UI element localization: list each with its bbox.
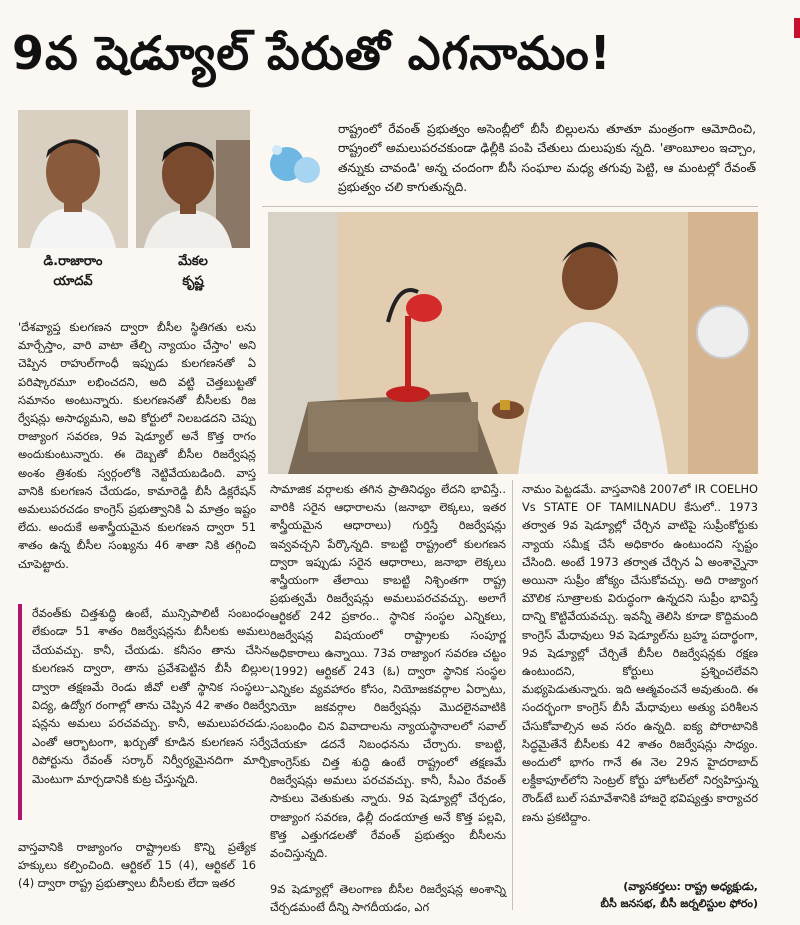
byline	[538, 878, 758, 912]
left-column	[18, 318, 256, 581]
middle-column: సామాజిక వర్గాలకు తగిన ప్రాతినిధ్యం లేదని భావిస్తే.. వారికి సరైన ఆధారాలను (జనాభా లెక్కలు, ఇతర శాస్త్రీయమైన ఆధారాలు) గుర్తిస్తే రిజర్వేషన్లు ఇవ్వవచ్చని పేర్కొన్నది. కాబట్టి రాష్ట్రంలో కులగణన ద్వారా ఇప్పుడు సరైన ఆధారాలు, జనాభా లెక్కలు శాస్త్రీయంగా తేలాయి కాబట్టి నిశ్చింతగా రాష్ట్ర ప్రభుత్వమే రిజర్వేషన్లు అమలుపరచవచ్చు. అలాగే ఆర్టికల్ 242 ప్రకారం.. స్థానిక సంస్థల ఎన్నికలు, రిజర్వేషన్ల విషయంలో రాష్ట్రాలకు సంపూర్ణ అధికారాలు ఉన్నాయి. 73వ రాజ్యాంగ సవరణ చట్టం (1992) ఆర్టికల్ 243 (ఓ) ద్వారా స్థానిక సంస్థల ఎన్నికల వ్యవహారం కోసం, నియోజకవర్గాల ఏర్పాటు, నియో జకవర్గాల రిజర్వేషన్లు మొదలైనవాటికి సంబంధిం చిన వివాదాలను న్యాయస్థానాలలో సవాల్ చేయకూ డదనే నిబంధనను చేర్చారు. కాబట్టి, కాంగ్రెస్‌కు చిత్త శుద్ధి ఉంటే రాష్ట్రంలో తక్షణమే రిజర్వేషన్లు అమలు పరచవచ్చు. కానీ, సీఎం రేవంత్ సాకులు వెతుకుతు న్నారు. 9వ షెడ్యూల్లో చేర్చడం, రాజ్యాంగ సవరణ, ఢిల్లీ దండయాత్ర అనే కొత్త పల్లవి, కొత్త ఎత్తుగడలతో రేవంత్ ప్రభుత్వం బీసీలను వంచిస్తున్నది.	[270, 482, 506, 861]
portrait-krishna-image	[136, 110, 250, 248]
caption-rajaram-line2: యాదవ్	[53, 274, 93, 289]
byline-line1: (వ్యాసకర్తలు: రాష్ట్ర అధ్యక్షుడు,	[623, 880, 758, 893]
bubble-icon	[265, 140, 327, 188]
intro-paragraph: రాష్ట్రంలో రేవంత్ ప్రభుత్వం అసెంబ్లీలో బీసీ బిల్లులను తూతూ మంత్రంగా ఆమోదించి, రాష్ట్రంలో అమలుపరచకుండా ఢిల్లీకి పంపి చేతులు దులుపుకు న్నది. 'తాంబూలం ఇచ్చాం, తన్నుకు చావండి' అన్న చందంగా బీసీ సంఘాల మధ్య తగువు పెట్టి, ఆ మంటల్లో రేవంత్ ప్రభుత్వం చలి కాగుతున్నది.	[338, 122, 756, 195]
right-column: నామం పెట్టడమే. వాస్తవానికి 2007లో IR COELHO Vs STATE OF TAMILNADU కేసులో.. 1973 తర్వాత 9వ షెడ్యూల్లో చేర్చిన వాటిపై సుప్రీంకోర్టుకు న్యాయ సమీక్ష చేసే అధికారం ఉంటుందని స్పష్టం చేసింది. అంటే 1973 తర్వాత చేర్చిన ఏ అంశాన్నైనా అయినా సుప్రీం జోక్యం చేసుకోవచ్చు. అది రాజ్యాంగ మౌలిక సూత్రాలకు విరుద్ధంగా ఉన్నదని సుప్రీం భావిస్తే దాన్ని కొట్టివేయవచ్చు. ఇవన్నీ తెలిసి కూడా కొద్దిమంది కాంగ్రెస్ మేధావులు 9వ షెడ్యూల్‌ను బ్రహ్మ పదార్థంగా, 9వ షెడ్యూల్లో చేర్చితే బీసీల రిజర్వేషన్లకు రక్షణ ఉంటుందని, కోర్టులు ప్రశ్నించలేవని మభ్యపెడుతున్నారు. ఇది ఆత్మవంచనే అవుతుంది. ఈ సందర్భంగా కాంగ్రెస్ బీసీ మేధావులు అత్యు పరిశీలన చేసుకోవాల్సిన అవ సరం ఉన్నది. ఐక్య పోరాటానికి సిద్ధమైతేనే బీసీలకు 42 శాతం రిజర్వేషన్లు సాధ్యం. అందులో భాగం గానే ఈ నెల 29న హైదరాబాద్ లక్డీకాపూల్‌లోని సెంట్రల్ కోర్టు హోటల్‌లో నిర్వహిస్తున్న రౌండ్‌టే బుల్ సమావేశానికి హాజరై భవిష్యత్తు కార్యాచర ణను ప్రకటిద్దాం.	[522, 482, 758, 824]
portrait-rajaram-image	[18, 110, 128, 248]
pull-quote: రేవంత్‌కు చిత్తశుద్ధి ఉంటే, మున్సిపాలిటీ సంబంధం లేకుండా 51 శాతం రిజర్వేషన్లను బీసీలకు అమలు చేయవచ్చు. కానీ, చేయడు. కనీసం తాను చేసిన కులగణన ద్వారా, తాను ప్రవేశపెట్టిన బీసీ బిల్లుల ద్వారా తక్షణమే రెండు జీవో లతో స్థానిక సంస్థలు–విద్య, ఉద్యోగ రంగాల్లో తాను చెప్పిన 42 శాతం రిజర్వే షన్లను అమలు పరచవచ్చు. కానీ, అమలుపరచడు. ఎంతో ఆర్భాటంగా, ఖర్చుతో కూడిన కులగణన సర్వే రిపోర్టును రేవంత్ సర్కార్ నిర్వీర్యమైనదిగా మార్చి మెంటుగా మార్చడానికి కుట్ర చేస్తున్నది.	[18, 604, 270, 820]
caption-krishna	[136, 252, 250, 292]
caption-rajaram-line1: డి.రాజారాం	[43, 254, 103, 269]
main-photo	[268, 212, 758, 474]
left-bottom-paragraph: వాస్తవానికి రాజ్యాంగం రాష్ట్రాలకు కొన్ని ప్రత్యేక హక్కులు కల్పించింది. ఆర్టికల్ 15 (4), ఆర్టికల్ 16 (4) ద్వారా రాష్ట్ర ప్రభుత్వాలు బీసీలకు లేదా ఇతర	[18, 840, 256, 891]
portrait-krishna	[136, 110, 250, 248]
caption-rajaram	[18, 252, 128, 292]
byline-line2: బీసీ జనసభ, బీసీ జర్నలిస్టుల ఫోరం)	[600, 897, 758, 910]
middle-bottom-paragraph: 9వ షెడ్యూల్లో తెలంగాణ బీసీల రిజర్వేషన్ల అంశాన్ని చేర్చడమంటే దీన్ని సాగదీయడం, ఎగ	[270, 882, 506, 915]
edge-marker	[794, 18, 800, 38]
caption-krishna-line2: కృష్ణ	[182, 274, 204, 289]
main-photo-image	[268, 212, 758, 474]
column-divider	[512, 480, 513, 910]
portrait-rajaram	[18, 110, 128, 248]
caption-krishna-line1: మేకల	[178, 254, 208, 269]
headline: 9వ షెడ్యూల్ పేరుతో ఎగనామం!	[12, 26, 612, 80]
left-paragraph: 'దేశవ్యాప్త కులగణన ద్వారా బీసీల స్థితిగతు లను మార్చేస్తాం, వారి వాటా తేల్చి న్యాయం చేస్తాం' అని చెప్పిన రాహుల్‌గాంధీ ఇప్పుడు కులగణనతో ఏ పరిష్కారమూ లభించదని, అది వట్టి చెత్తబుట్టతో సమానం అంటున్నారు. కులగణనతో బీసీలకు రిజ ర్వేషన్లు అసాధ్యమని, అవి కోర్టులో నిలబడదని చెప్పు రాజ్యాంగ సవరణ, 9వ షెడ్యూల్ అనే కొత్త రాగం అందుకుంటున్నారు. ఈ దెబ్బతో బీసీల రిజర్వేషన్ల అంశం త్రిశంకు స్వర్గంలోకి నెట్టివేయబడింది. వాస్త వానికి కులగణన చేయడం, కామారెడ్డి బీసీ డిక్లరేషన్ అమలుపరచడం కాంగ్రెస్ ప్రభుత్వానికి ఏ మాత్రం ఇష్టం లేదు. అందుకే అశాస్త్రీయమైన కులగణన ద్వారా 51 శాతం ఉన్న బీసీల సంఖ్యను 46 శాతా నికి తగ్గించి చూపెట్టారు.	[18, 320, 256, 571]
intro-divider	[262, 206, 758, 207]
